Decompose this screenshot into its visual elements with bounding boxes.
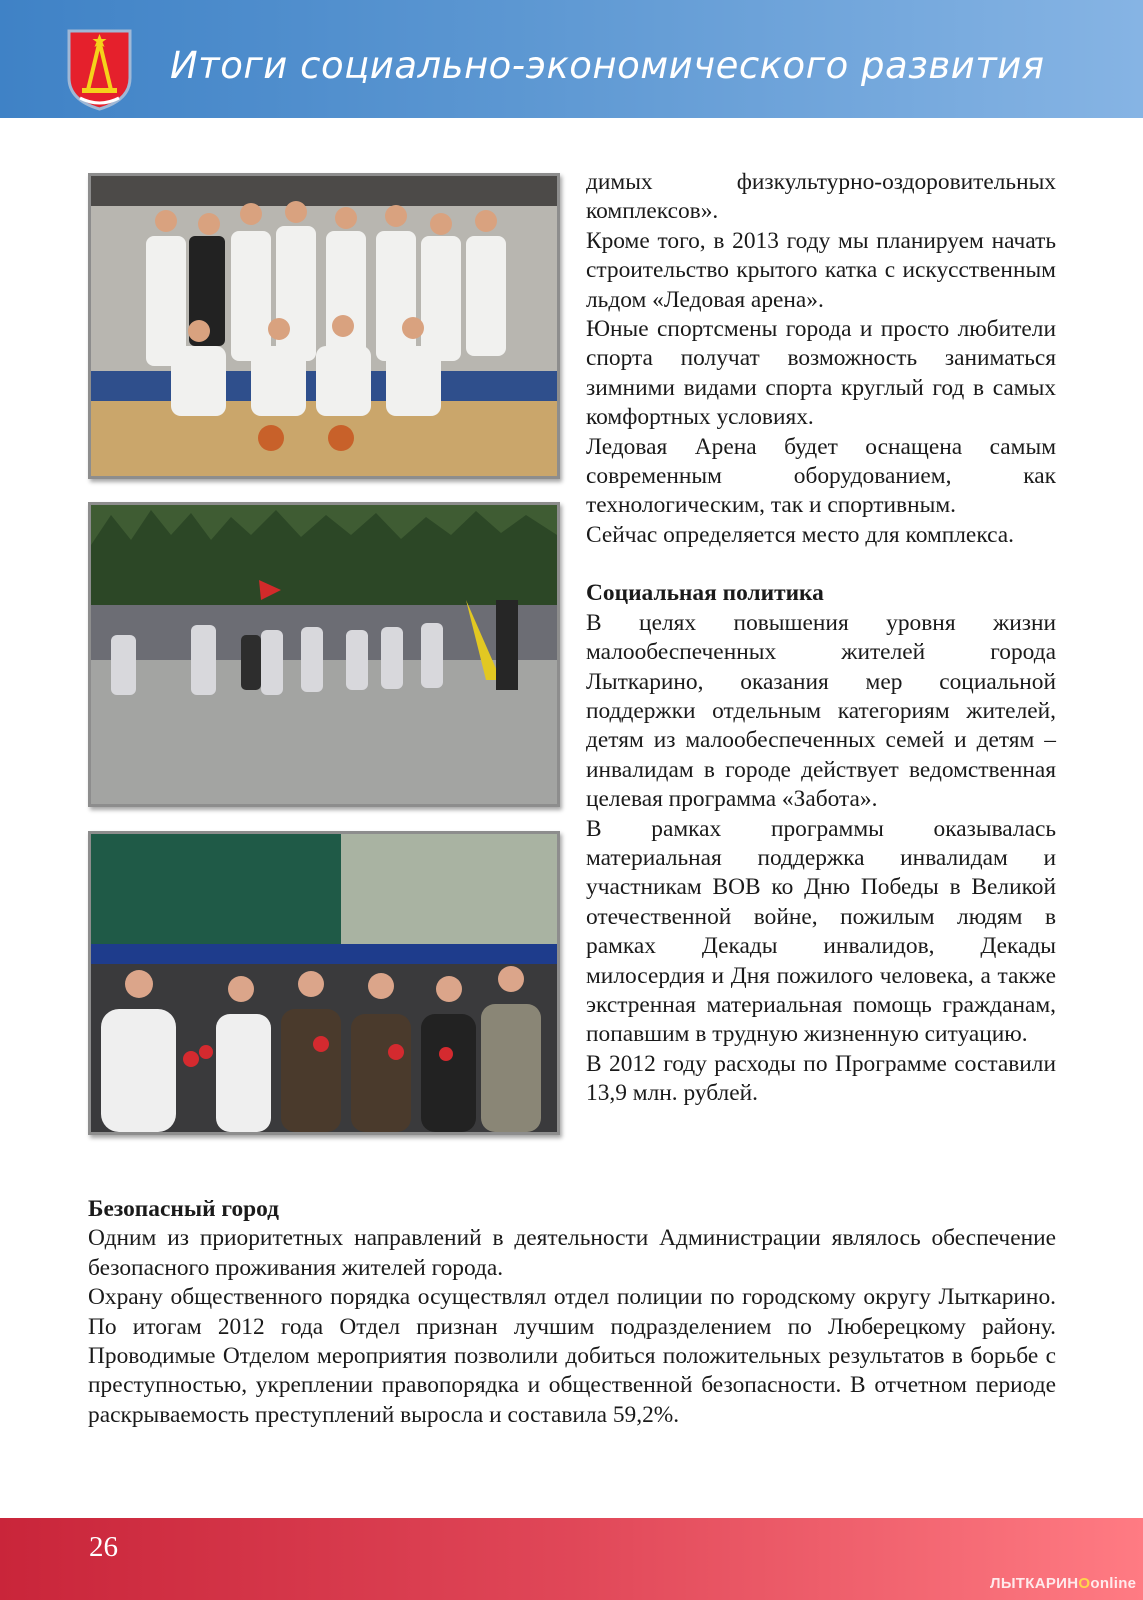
basketball-team-photo	[88, 173, 560, 479]
section-heading-safe-city: Безопасный город	[88, 1196, 280, 1222]
running-race-photo	[88, 502, 560, 807]
bottom-section-text	[88, 1195, 1056, 1430]
page-number: 26	[89, 1531, 118, 1563]
paragraph: Одним из приоритетных направлений в деятельности Администрации являлось обеспечение безопасного проживания жителей города.	[88, 1225, 1056, 1281]
paragraph: Юные спортсмены города и просто любители спорта получат возможность заниматься зимними видами спорта круглый год в самых комфортных условиях.	[586, 316, 1056, 431]
city-crest-icon	[66, 28, 133, 112]
paragraph: В рамках программы оказывалась материальная поддержка инвалидам и участникам ВОВ ко Дню Победы в Великой отечественной войне, пожилым людям в рамках Декады инвалидов, Декады милосердия и Дня пожилого человека, а также экстренная материальная помощь гражданам, попавшим в трудную жизненную ситуацию.	[586, 815, 1056, 1048]
page-header	[0, 0, 1143, 118]
paragraph: Сейчас определяется место для комплекса.	[586, 521, 1014, 548]
veterans-ceremony-photo	[88, 831, 560, 1135]
paragraph: В 2012 году расходы по Программе составили 13,9 млн. рублей.	[586, 1050, 1056, 1107]
paragraph: В целях повышения уровня жизни малообеспеченных жителей города Лыткарино, оказания мер социальной поддержки отдельным категориям жителей, детям из малообеспеченных семей и детям – инвалидам в городе действует ведомственная целевая программа «Забота».	[586, 609, 1056, 813]
page-title: Итоги социально-экономического развития	[170, 44, 1045, 87]
paragraph: Кроме того, в 2013 году мы планируем начать строительство крытого катка с искусственным льдом «Ледовая арена».	[586, 227, 1056, 313]
site-watermark: ЛЫТКАРИНОonline	[990, 1575, 1137, 1592]
section-heading-social-policy: Социальная политика	[586, 580, 824, 607]
page-footer	[0, 1518, 1143, 1600]
paragraph: Охрану общественного порядка осуществлял отдел полиции по городскому округу Лыткарино. По итогам 2012 года Отдел признан лучшим подразделением по Люберецкому району. Проводимые Отделом мероприятия позволили добиться положительных результатов в борьбе с преступностью, укреплении правопорядка и общественной безопасности. В отчетном периоде раскрываемость преступлений выросла и составила 59,2%.	[88, 1284, 1056, 1428]
spacer	[586, 550, 1056, 579]
paragraph: димых физкультурно-оздоровительных комплексов».	[586, 169, 1056, 225]
right-column-text	[586, 168, 1056, 1109]
paragraph: Ледовая Арена будет оснащена самым современным оборудованием, как технологическим, так и спортивным.	[586, 433, 1056, 519]
